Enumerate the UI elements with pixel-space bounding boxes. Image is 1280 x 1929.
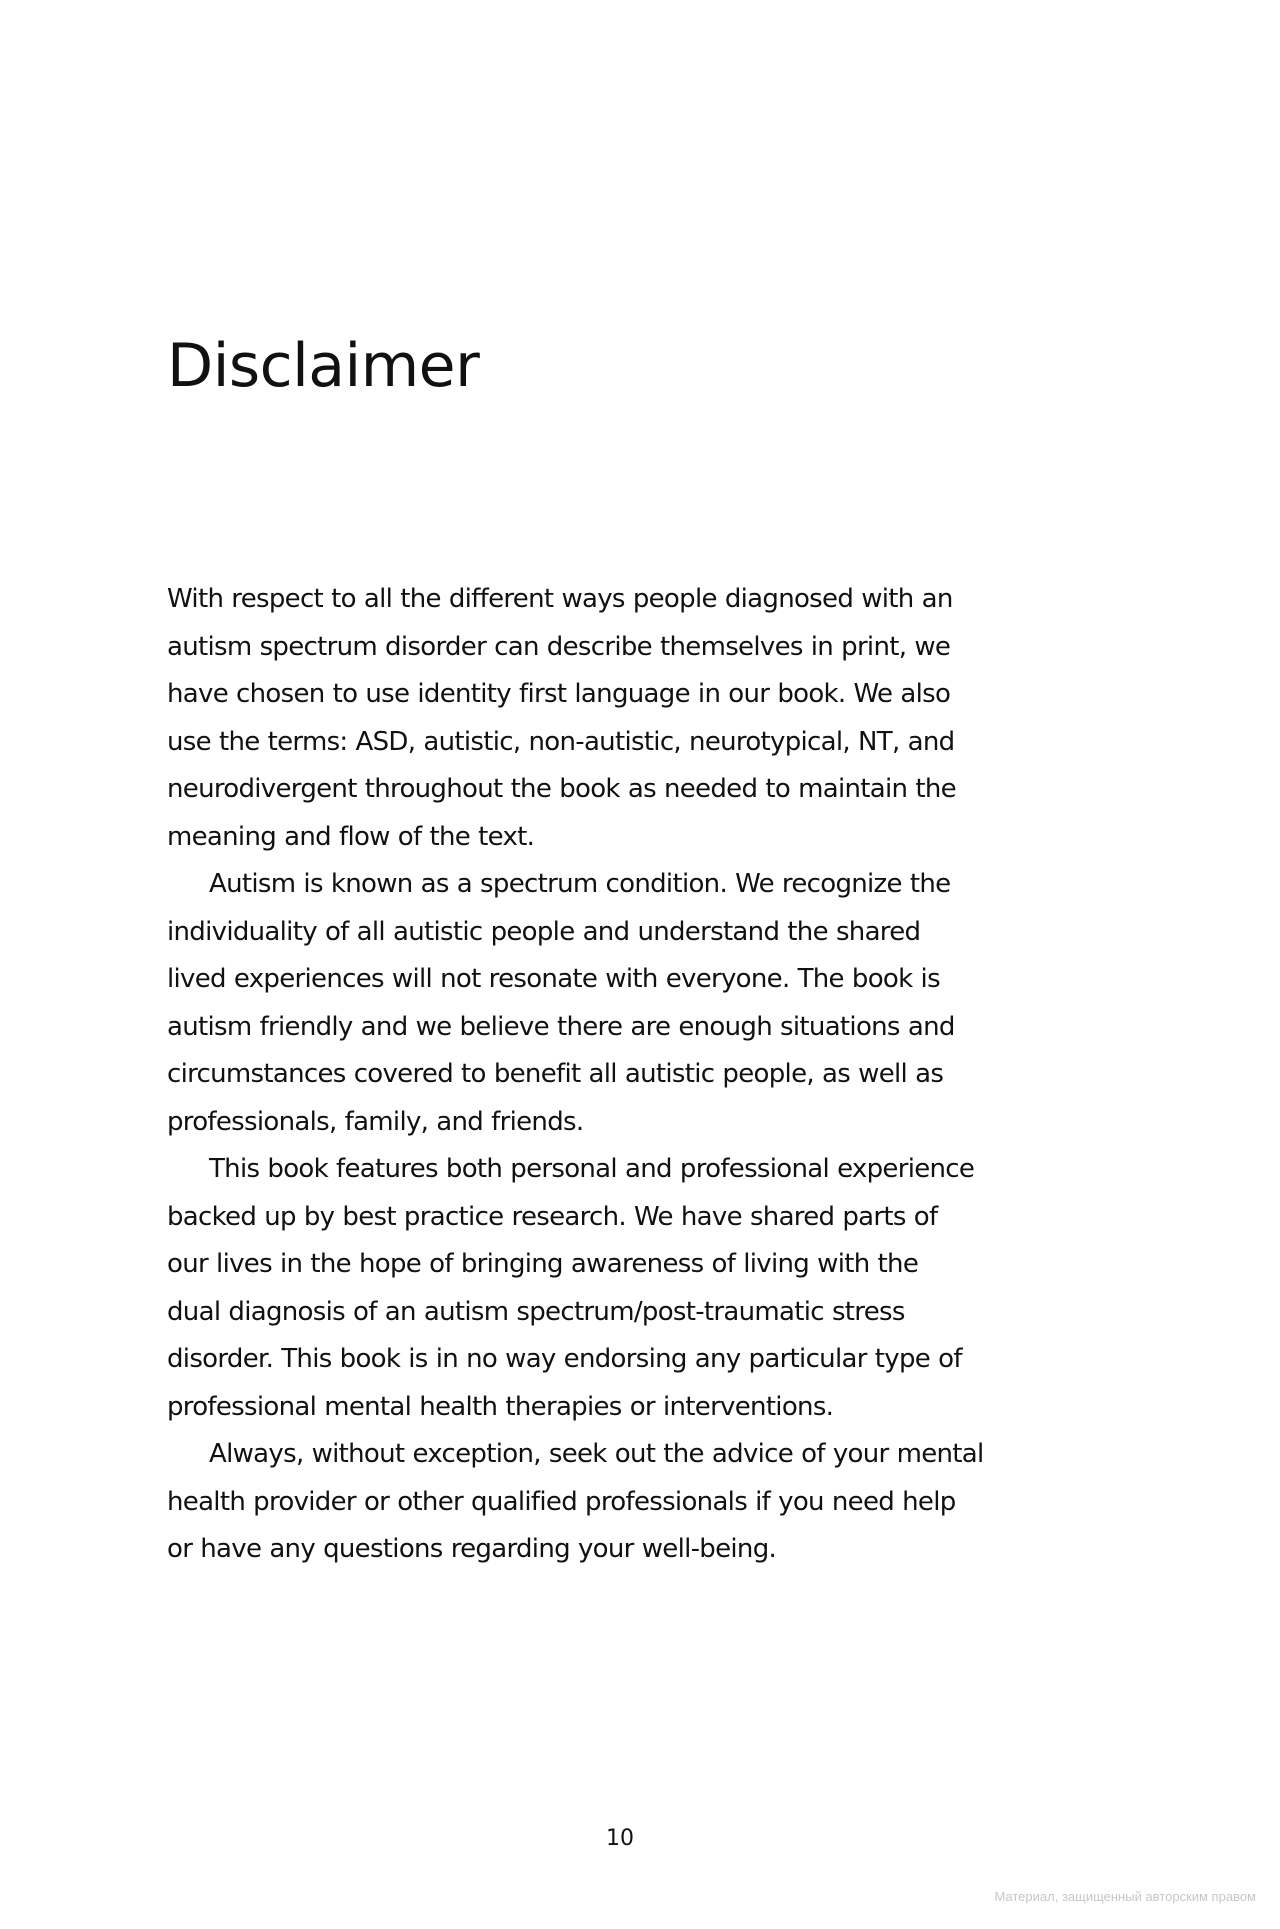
page-number: 10 <box>606 1826 634 1851</box>
text-line: our lives in the hope of bringing awareness of living with the <box>167 1249 919 1279</box>
text-line: autism spectrum disorder can describe themselves in print, we <box>167 631 951 662</box>
text-line: professional mental health therapies or interventions. <box>167 1391 834 1422</box>
text-line: have chosen to use identity first language in our book. We also <box>167 679 951 709</box>
text-line: This book features both personal and professional experience <box>209 1154 975 1184</box>
text-line: health provider or other qualified professionals if you need help <box>167 1486 956 1517</box>
text-line: backed up by best practice research. We have shared parts of <box>167 1201 938 1232</box>
text-line: disorder. This book is in no way endorsing any particular type of <box>167 1344 962 1374</box>
text-line: professionals, family, and friends. <box>167 1106 584 1137</box>
text-line: or have any questions regarding your well-being. <box>167 1534 777 1564</box>
text-line: meaning and flow of the text. <box>167 821 535 852</box>
text-line: Autism is known as a spectrum condition. We recognize the <box>209 869 951 899</box>
paragraph-2 <box>167 861 1087 1146</box>
text-line: circumstances covered to benefit all autistic people, as well as <box>167 1059 944 1089</box>
paragraph-3 <box>167 1146 1087 1431</box>
text-line: individuality of all autistic people and understand the shared <box>167 916 921 947</box>
disclaimer-body <box>167 576 1087 1574</box>
text-line: Always, without exception, seek out the advice of your mental <box>209 1439 984 1469</box>
text-line: neurodivergent throughout the book as needed to maintain the <box>167 774 956 804</box>
text-line: use the terms: ASD, autistic, non-autistic, neurotypical, NT, and <box>167 726 955 757</box>
text-line: lived experiences will not resonate with everyone. The book is <box>167 964 940 994</box>
paragraph-1 <box>167 576 1087 861</box>
text-line: With respect to all the different ways people diagnosed with an <box>167 584 953 614</box>
text-line: autism friendly and we believe there are enough situations and <box>167 1011 955 1042</box>
page-title: Disclaimer <box>167 331 480 401</box>
text-line: dual diagnosis of an autism spectrum/post-traumatic stress <box>167 1296 905 1327</box>
copyright-watermark: Материал, защищенный авторским правом <box>994 1889 1256 1904</box>
paragraph-4 <box>167 1431 1087 1574</box>
